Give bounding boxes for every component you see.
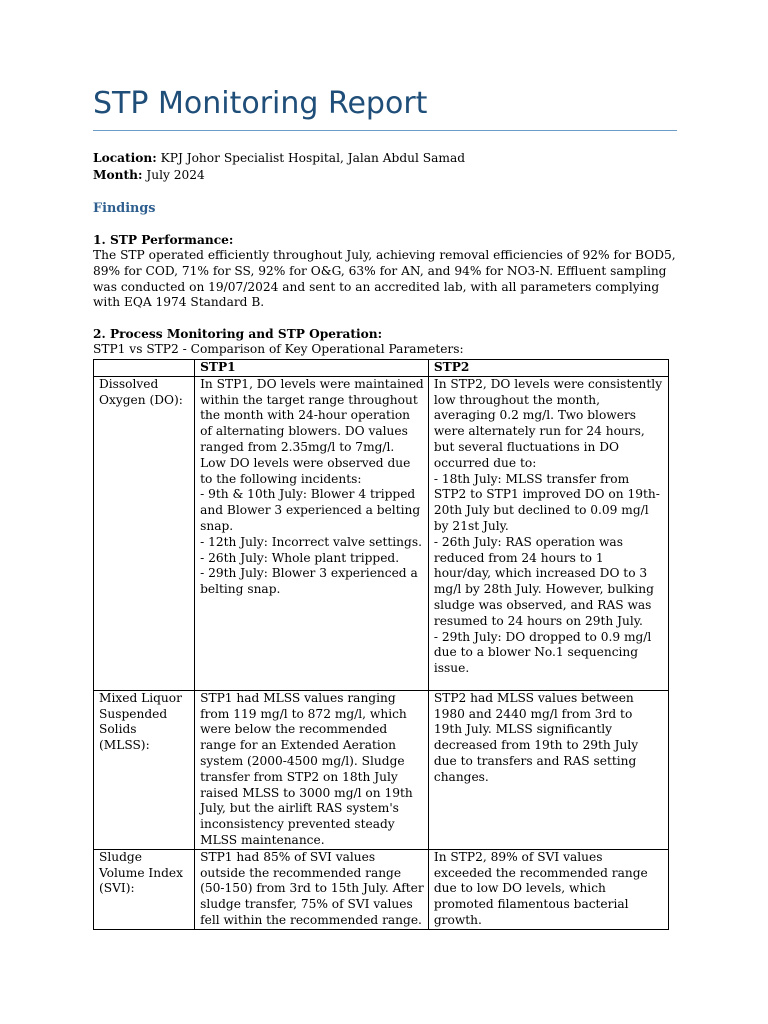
cell-text: - 18th July: MLSS transfer from STP2 to STP1 improved DO on 19th-20th July but declined to 0.09 mg/l by 21st July.: [433, 471, 660, 533]
page-title: STP Monitoring Report: [93, 86, 428, 121]
location-label: Location:: [93, 151, 157, 165]
table-row: [94, 376, 669, 690]
cell-text: - 29th July: Blower 3 experienced a belting snap.: [200, 566, 418, 597]
findings-heading: Findings: [93, 201, 156, 216]
parameter-cell: Sludge Volume Index (SVI):: [94, 849, 195, 929]
location-line: [93, 151, 465, 167]
table-header-row: [94, 360, 669, 377]
parameter-cell: Mixed Liquor Suspended Solids (MLSS):: [94, 690, 195, 849]
table-header-cell: STP1: [195, 360, 429, 377]
cell-text: - 12th July: Incorrect valve settings.: [200, 534, 422, 549]
table-header-cell: [94, 360, 195, 377]
location-value: KPJ Johor Specialist Hospital, Jalan Abdul Samad: [160, 151, 466, 165]
stp2-cell: STP2 had MLSS values between 1980 and 2440 mg/l from 3rd to 19th July. MLSS significantly decreased from 19th to 29th July due to transfers and RAS setting changes.: [428, 690, 668, 849]
table-row: [94, 690, 669, 849]
section1-heading: 1. STP Performance:: [93, 233, 234, 247]
stp2-cell: [428, 376, 668, 690]
cell-text: - 9th & 10th July: Blower 4 tripped and Blower 3 experienced a belting snap.: [200, 487, 421, 533]
cell-text: - 29th July: DO dropped to 0.9 mg/l due to a blower No.1 sequencing issue.: [433, 629, 652, 676]
section2-subheading: STP1 vs STP2 - Comparison of Key Operational Parameters:: [93, 342, 464, 356]
stp1-cell: [195, 376, 429, 690]
parameter-cell: Dissolved Oxygen (DO):: [94, 376, 195, 690]
table-row: [94, 849, 669, 929]
comparison-table: [93, 359, 669, 930]
month-value: July 2024: [146, 168, 205, 182]
stp2-cell: In STP2, 89% of SVI values exceeded the recommended range due to low DO levels, which promoted filamentous bacterial growth.: [428, 849, 668, 929]
section2-heading: 2. Process Monitoring and STP Operation:: [93, 327, 383, 341]
cell-text: In STP2, DO levels were consistently low throughout the month, averaging 0.2 mg/l. Two blowers were alternately run for 24 hours, but several fluctuations in DO occurred due to:: [433, 376, 663, 470]
month-line: [93, 168, 205, 184]
stp1-cell: STP1 had MLSS values ranging from 119 mg/l to 872 mg/l, which were below the recommended range for an Extended Aeration system (2000-4500 mg/l). Sludge transfer from STP2 on 18th July raised MLSS to 3000 mg/l on 19th July, but the airlift RAS system's inconsistency prevented steady MLSS maintenance.: [195, 690, 429, 849]
table-header-cell: STP2: [428, 360, 668, 377]
stp1-cell: STP1 had 85% of SVI values outside the recommended range (50-150) from 3rd to 15th July. After sludge transfer, 75% of SVI values fell within the recommended range.: [195, 849, 429, 929]
month-label: Month:: [93, 168, 143, 182]
cell-text: - 26th July: Whole plant tripped.: [200, 550, 400, 565]
cell-text: In STP1, DO levels were maintained within the target range throughout the month with 24-hour operation of alternating blowers. DO values ranged from 2.35mg/l to 7mg/l. Low DO levels were observed due to the following incidents:: [200, 376, 424, 486]
cell-text: - 26th July: RAS operation was reduced from 24 hours to 1 hour/day, which increased DO to 3 mg/l by 28th July. However, bulking sludge was observed, and RAS was resumed to 24 hours on 29th July.: [433, 534, 654, 628]
section1-body: The STP operated efficiently throughout July, achieving removal efficiencies of 92% for BOD5, 89% for COD, 71% for SS, 92% for O&G, 63% for AN, and 94% for NO3-N. Effluent sampling was conducted on 19/07/2024 and sent to an accredited lab, with all parameters complying with EQA 1974 Standard B.: [93, 248, 676, 310]
title-divider: [93, 130, 677, 131]
